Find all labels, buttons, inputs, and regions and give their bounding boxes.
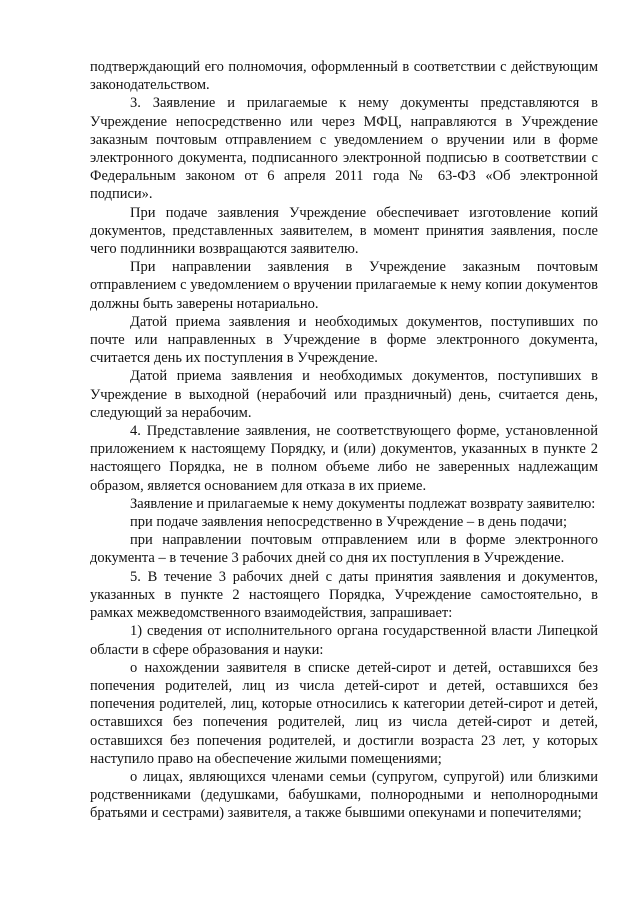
paragraph-receipt-date-holiday: Датой приема заявления и необходимых документов, поступивших в Учреждение в выходной (нерабочий или праздничный) день, считается день, следующий за нерабочим. [90,368,598,421]
paragraph-subitem-1: 1) сведения от исполнительного органа государственной власти Липецкой области в сфере образования и науки: [90,623,598,658]
paragraph-notarial: При направлении заявления в Учреждение заказным почтовым отправлением с уведомлением о вручении прилагаемые к нему копии документов должны быть заверены нотариально. [90,259,598,312]
paragraph-orphans-list: о нахождении заявителя в списке детей-сирот и детей, оставшихся без попечения родителей, лиц из числа детей-сирот и детей, оставшихся без попечения родителей, лиц, которые относились к категории детей-сирот и детей, оставшихся без попечения родителей, лиц из числа детей-сирот и детей, оставшихся без попечения родителей, и достигли возраста 23 лет, у которых наступило право на обеспечение жилыми помещениями; [90,659,598,767]
paragraph-continuation: подтверждающий его полномочия, оформленный в соответствии с действующим законодательством. [90,59,598,94]
paragraph-item-5: 5. В течение 3 рабочих дней с даты принятия заявления и документов, указанных в пункте 2 настоящего Порядка, Учреждение самостоятельно, в рамках межведомственного взаимодействия, запрашивает: [90,568,598,622]
paragraph-receipt-date-mail: Датой приема заявления и необходимых документов, поступивших по почте или направленных в Учреждение в форме электронного документа, считается день их поступления в Учреждение. [90,313,598,367]
paragraph-return-direct: при подаче заявления непосредственно в Учреждение – в день подачи; [130,514,567,531]
paragraph-return-mail: при направлении почтовым отправлением или в форме электронного документа – в течение 3 рабочих дней со дня их поступления в Учреждение. [90,532,598,567]
paragraph-item-4: 4. Представление заявления, не соответствующего форме, установленной приложением к настоящему Порядку, и (или) документов, указанных в пункте 2 настоящего Порядка, не в полном объеме либо не заверенных надлежащим образом, является основанием для отказа в их приеме. [90,423,598,494]
paragraph-copies: При подаче заявления Учреждение обеспечивает изготовление копий документов, представленных заявителем, в момент принятия заявления, после чего подлинники возвращаются заявителю. [90,204,598,258]
document-page [90,58,598,823]
paragraph-family-members: о лицах, являющихся членами семьи (супругом, супругой) или близкими родственниками (дедушками, бабушками, полнородными и неполнородными братьями и сестрами) заявителя, а также бывшими опекунами и попечителями; [90,768,598,822]
paragraph-return: Заявление и прилагаемые к нему документы подлежат возврату заявителю: [130,495,596,512]
paragraph-item-3: 3. Заявление и прилагаемые к нему документы представляются в Учреждение непосредственно или через МФЦ, направляются в Учреждение заказным почтовым отправлением с уведомлением о вручении или в форме электронного документа, подписанного электронной подписью в соответствии с Федеральным законом от 6 апреля 2011 года № 63-ФЗ «Об электронной подписи». [90,95,598,203]
